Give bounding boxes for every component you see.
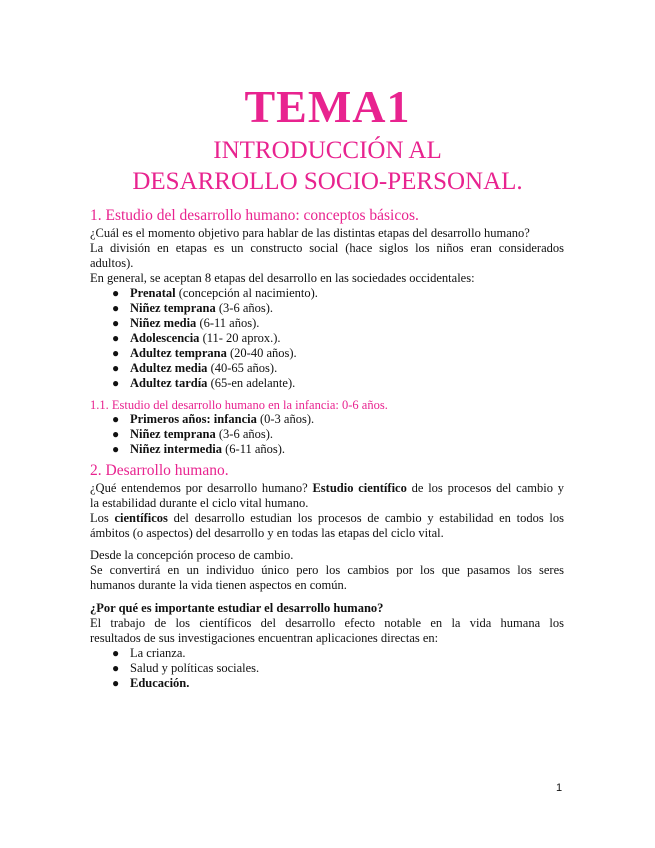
paragraph-line: Los científicos del desarrollo estudian los procesos de cambio y estabilidad en todos los <box>90 511 564 525</box>
list-item: Adultez media (40-65 años). <box>130 361 278 375</box>
question-heading: ¿Por qué es importante estudiar el desarrollo humano? <box>90 601 384 615</box>
bullet-icon: ● <box>112 646 120 660</box>
subtitle-line-1: INTRODUCCIÓN AL <box>213 137 442 164</box>
list-item: Niñez media (6-11 años). <box>130 316 260 330</box>
bullet-icon: ● <box>112 376 120 390</box>
page-title: TEMA1 <box>244 81 411 132</box>
list-item: La crianza. <box>130 646 186 660</box>
bullet-icon: ● <box>112 316 120 330</box>
list-item: Educación. <box>130 676 190 690</box>
list-item: Salud y políticas sociales. <box>130 661 260 675</box>
bullet-icon: ● <box>112 442 120 456</box>
list-item: Adultez temprana (20-40 años). <box>130 346 297 360</box>
page-number: 1 <box>556 782 563 794</box>
list-item: Niñez temprana (3-6 años). <box>130 301 274 315</box>
bullet-icon: ● <box>112 676 120 690</box>
section-2-heading: 2. Desarrollo humano. <box>90 462 229 479</box>
paragraph-line: Se convertirá en un individuo único pero los cambios por los que pasamos los seres <box>90 563 564 577</box>
bullet-icon: ● <box>112 661 120 675</box>
bullet-icon: ● <box>112 427 120 441</box>
list-item: Adolescencia (11- 20 aprox.). <box>130 331 281 345</box>
section-1-1-heading: 1.1. Estudio del desarrollo humano en la infancia: 0-6 años. <box>90 398 388 412</box>
paragraph-line: En general, se aceptan 8 etapas del desarrollo en las sociedades occidentales: <box>90 271 475 285</box>
subtitle-line-2: DESARROLLO SOCIO-PERSONAL. <box>132 168 523 195</box>
paragraph-line: ¿Cuál es el momento objetivo para hablar de las distintas etapas del desarrollo humano? <box>90 226 530 240</box>
paragraph-line: humanos durante la vida tienen aspectos en común. <box>90 578 347 592</box>
paragraph-line: la estabilidad durante el ciclo vital humano. <box>90 496 309 510</box>
paragraph-line: adultos). <box>90 256 134 270</box>
list-item: Niñez intermedia (6-11 años). <box>130 442 286 456</box>
paragraph-line: resultados de sus investigaciones encuentran aplicaciones directas en: <box>90 631 439 645</box>
paragraph-line: ámbitos (o aspectos) del desarrollo y en todas las etapas del ciclo vital. <box>90 526 444 540</box>
section-1-heading: 1. Estudio del desarrollo humano: conceptos básicos. <box>90 207 419 224</box>
bullet-icon: ● <box>112 331 120 345</box>
list-item: Primeros años: infancia (0-3 años). <box>130 412 315 426</box>
paragraph-line: ¿Qué entendemos por desarrollo humano? Estudio científico de los procesos del cambio y <box>90 481 564 495</box>
bullet-icon: ● <box>112 412 120 426</box>
bullet-icon: ● <box>112 361 120 375</box>
list-item: Adultez tardía (65-en adelante). <box>130 376 296 390</box>
paragraph-line: La división en etapas es un constructo social (hace siglos los niños eran considerados <box>90 241 564 255</box>
bullet-icon: ● <box>112 301 120 315</box>
paragraph-line: El trabajo de los científicos del desarrollo efecto notable en la vida humana los <box>90 616 564 630</box>
list-item: Niñez temprana (3-6 años). <box>130 427 274 441</box>
paragraph-line: Desde la concepción proceso de cambio. <box>90 548 294 562</box>
bullet-icon: ● <box>112 286 120 300</box>
list-item: Prenatal (concepción al nacimiento). <box>130 286 318 300</box>
bullet-icon: ● <box>112 346 120 360</box>
